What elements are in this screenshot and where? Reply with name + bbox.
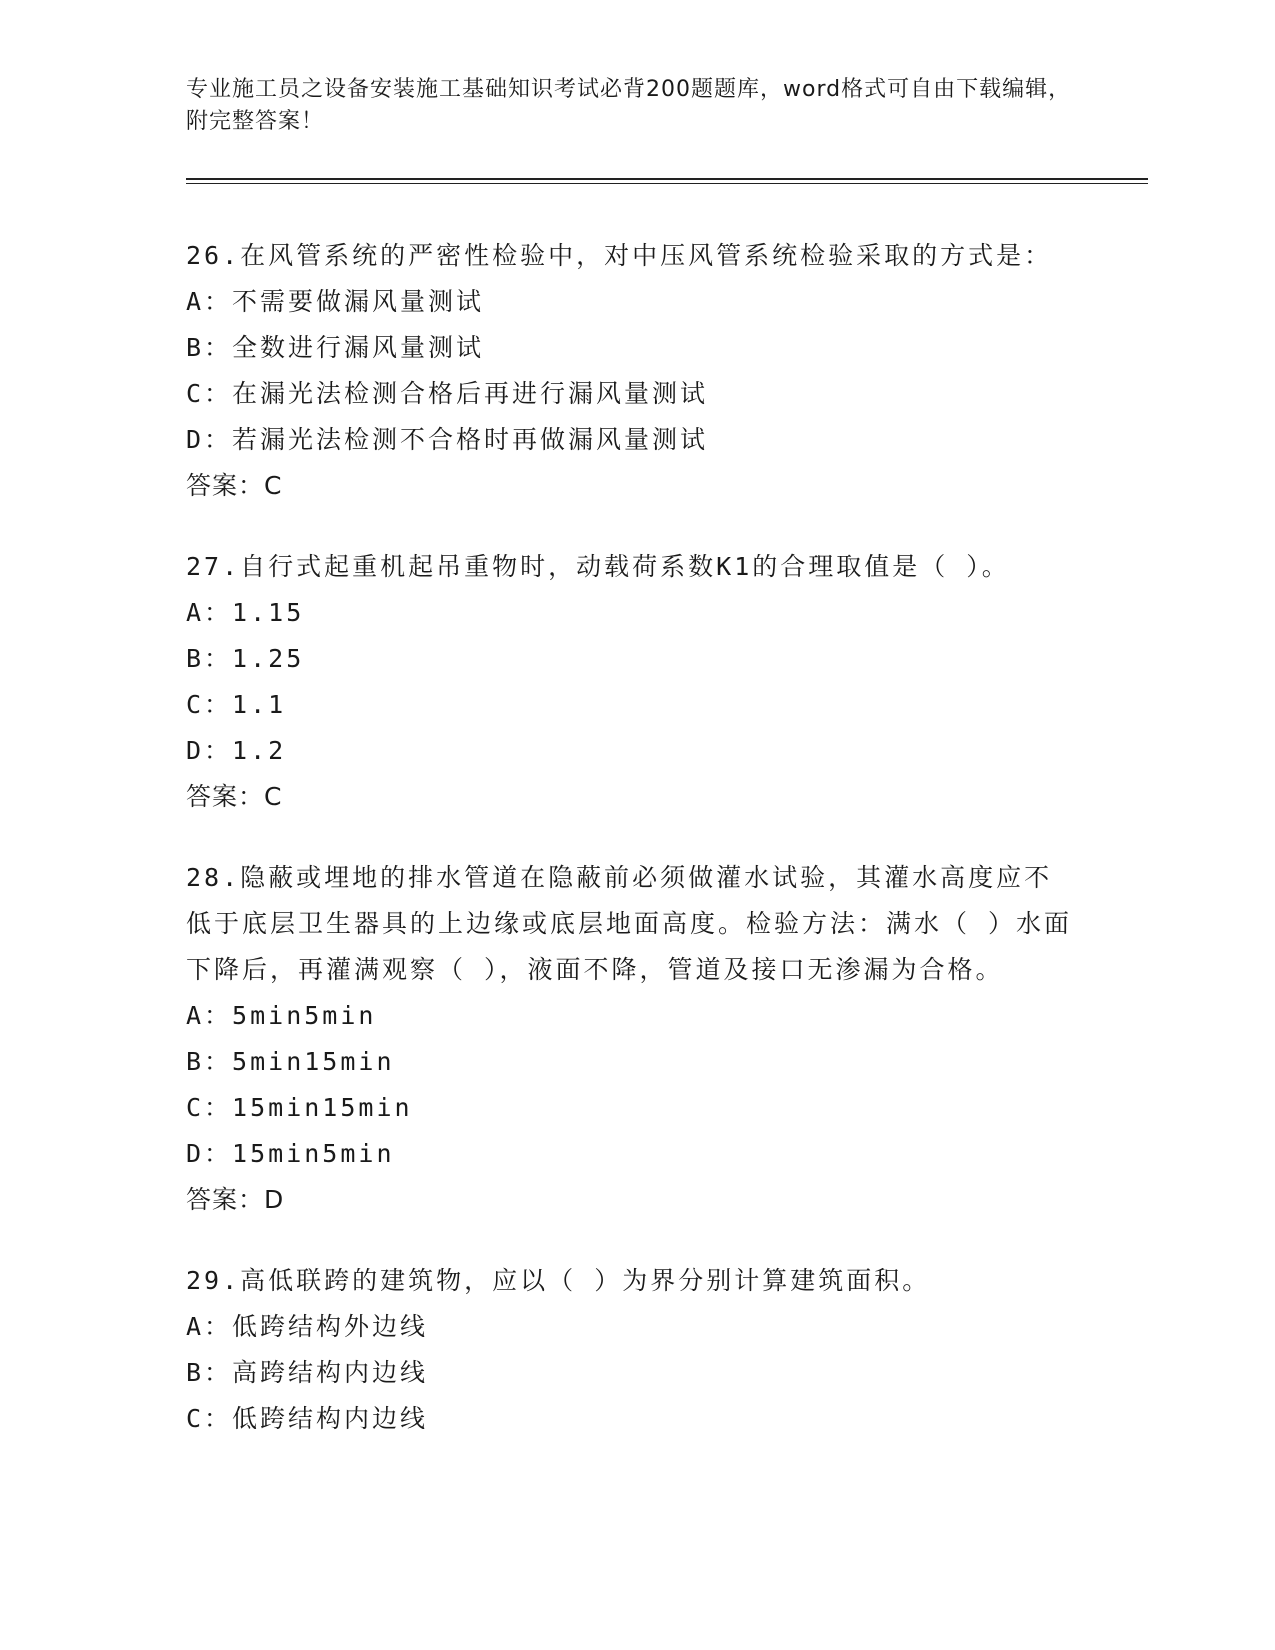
option-c: C：15min15min xyxy=(186,1093,413,1122)
option-c: C：1.1 xyxy=(186,690,287,719)
option-d: D：1.2 xyxy=(186,736,287,765)
option-a: A：5min5min xyxy=(186,1001,377,1030)
question-28 xyxy=(186,855,1076,1223)
option-b: B：高跨结构内边线 xyxy=(186,1358,429,1387)
answer-label: 答案：C xyxy=(186,782,283,811)
document-title: 专业施工员之设备安装施工基础知识考试必背200题题库，word格式可自由下载编辑，附完整答案！ xyxy=(186,77,1072,134)
answer-label: 答案：C xyxy=(186,471,283,500)
option-d: D：若漏光法检测不合格时再做漏风量测试 xyxy=(186,425,709,454)
option-a: A：低跨结构外边线 xyxy=(186,1312,429,1341)
question-stem: 27.自行式起重机起吊重物时，动载荷系数K1的合理取值是（ ）。 xyxy=(186,552,1010,581)
question-stem: 28.隐蔽或埋地的排水管道在隐蔽前必须做灌水试验，其灌水高度应不低于底层卫生器具的上边缘或底层地面高度。检验方法：满水（ ）水面下降后，再灌满观察（ ），液面不降，管道及接口无渗漏为合格。 xyxy=(186,863,1073,984)
option-c: C：在漏光法检测合格后再进行漏风量测试 xyxy=(186,379,709,408)
option-d: D：15min5min xyxy=(186,1139,395,1168)
option-c: C：低跨结构内边线 xyxy=(186,1404,429,1433)
header-divider-thick xyxy=(186,178,1148,180)
question-list xyxy=(186,233,1076,1477)
option-b: B：全数进行漏风量测试 xyxy=(186,333,485,362)
question-29 xyxy=(186,1258,1076,1442)
header-divider-thin xyxy=(186,183,1148,184)
option-b: B：5min15min xyxy=(186,1047,395,1076)
question-stem: 29.高低联跨的建筑物，应以（ ）为界分别计算建筑面积。 xyxy=(186,1266,931,1295)
option-b: B：1.25 xyxy=(186,644,305,673)
option-a: A：1.15 xyxy=(186,598,305,627)
option-a: A：不需要做漏风量测试 xyxy=(186,287,485,316)
question-26 xyxy=(186,233,1076,509)
question-27 xyxy=(186,544,1076,820)
answer-label: 答案：D xyxy=(186,1185,285,1214)
question-stem: 26.在风管系统的严密性检验中，对中压风管系统检验采取的方式是： xyxy=(186,241,1053,270)
